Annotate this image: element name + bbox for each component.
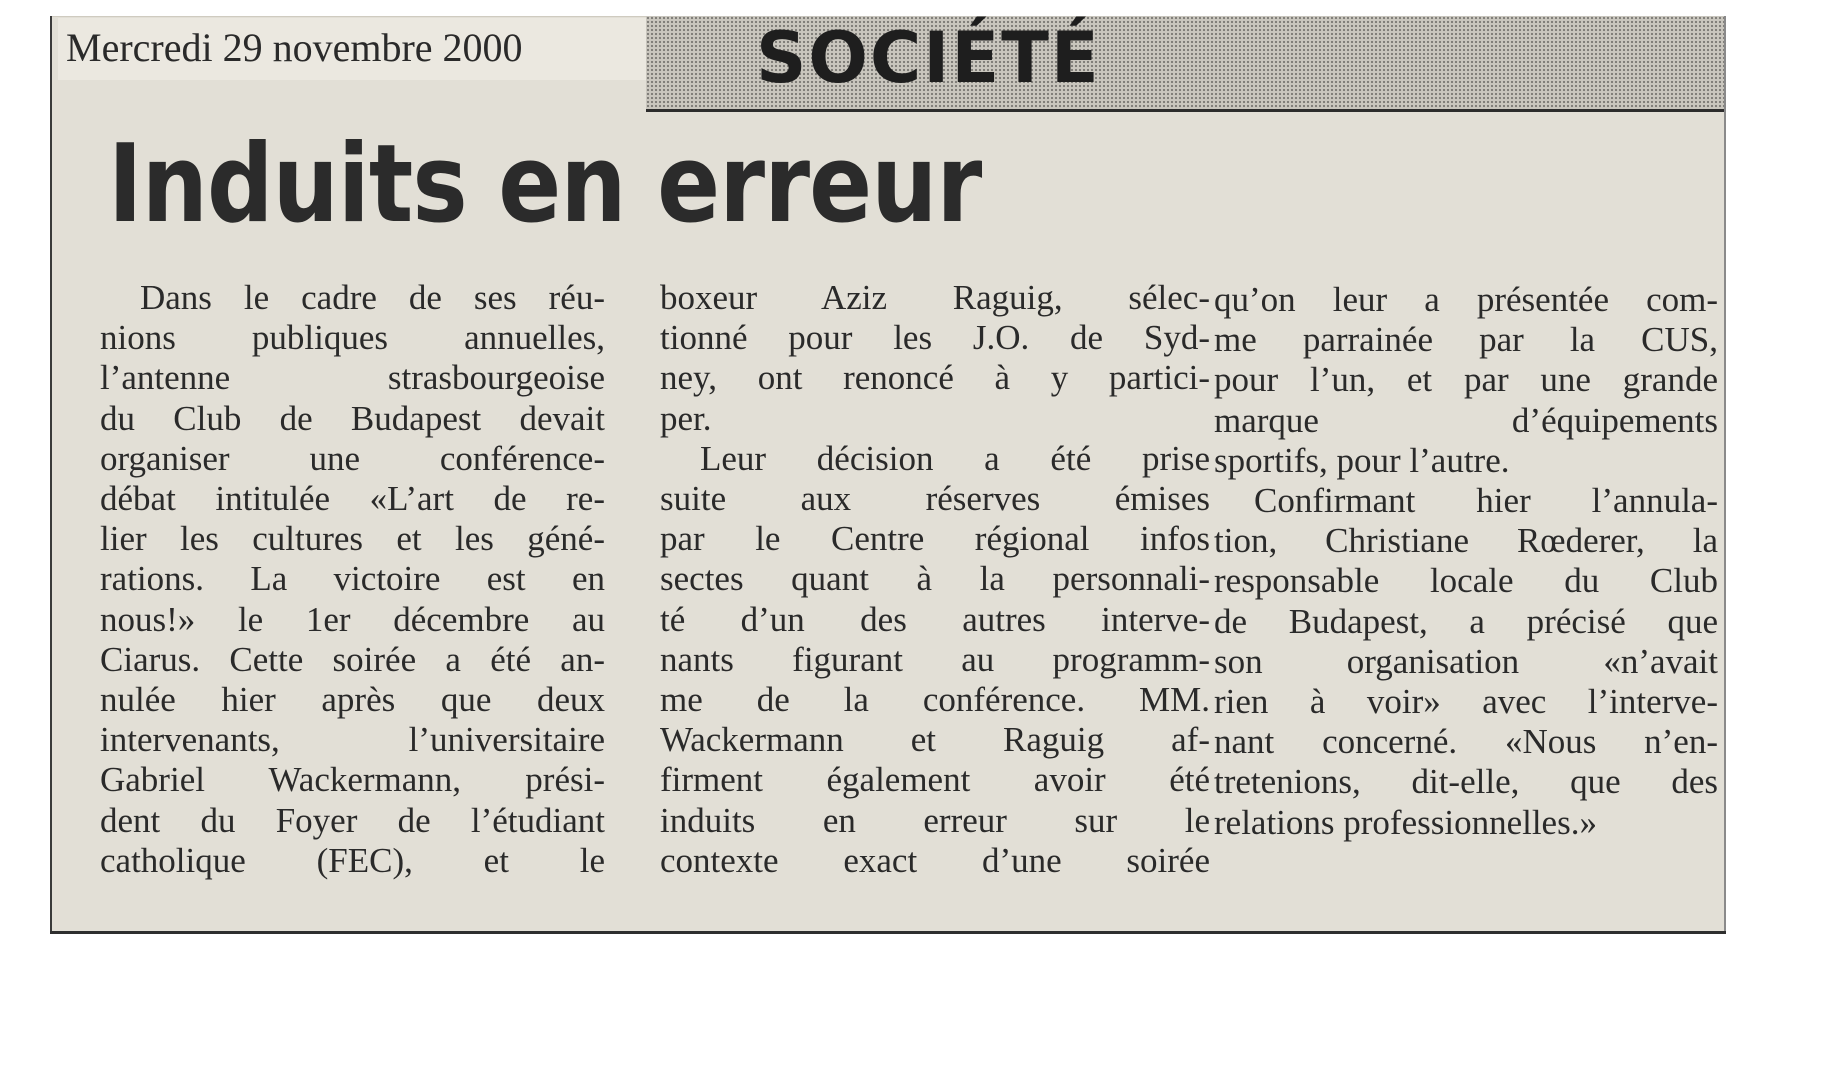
text-line: responsable locale du Club	[1214, 561, 1718, 601]
text-line: nants figurant au programm-	[660, 639, 1210, 679]
text-line: par le Centre régional infos	[660, 519, 1210, 559]
text-line: té d’un des autres interve-	[660, 599, 1210, 639]
text-line: nulée hier après que deux	[100, 680, 605, 720]
text-line: sportifs, pour l’autre.	[1214, 440, 1510, 480]
text-line: son organisation «n’avait	[1214, 641, 1718, 681]
section-title: SOCIÉTÉ	[756, 17, 1101, 99]
text-line: lier les cultures et les géné-	[100, 519, 605, 559]
text-line: firment également avoir été	[660, 760, 1210, 800]
text-line: ney, ont renoncé à y partici-	[660, 358, 1210, 398]
clipping-bottom-rule	[50, 931, 1726, 934]
text-line: per.	[660, 398, 712, 438]
clipping-left-edge	[50, 16, 52, 934]
clipping-right-edge	[1724, 16, 1726, 934]
text-line: dent du Foyer de l’étudiant	[100, 800, 605, 840]
text-line: relations professionnelles.»	[1214, 802, 1597, 842]
text-line: catholique (FEC), et le	[100, 840, 605, 880]
text-line: tretenions, dit-elle, que des	[1214, 762, 1718, 802]
text-line: tionné pour les J.O. de Syd-	[660, 318, 1210, 358]
text-line: induits en erreur sur le	[660, 800, 1210, 840]
text-line: nant concerné. «Nous n’en-	[1214, 722, 1718, 762]
text-line: nions publiques annuelles,	[100, 318, 605, 358]
text-line: boxeur Aziz Raguig, sélec-	[660, 278, 1210, 317]
text-line: Ciarus. Cette soirée a été an-	[100, 639, 605, 679]
text-line: tion, Christiane Rœderer, la	[1214, 521, 1718, 561]
text-line: Confirmant hier l’annula-	[1254, 481, 1718, 521]
text-line: sectes quant à la personnali-	[660, 559, 1210, 599]
text-line: rations. La victoire est en	[100, 559, 605, 599]
text-line: de Budapest, a précisé que	[1214, 601, 1718, 641]
text-line: Leur décision a été prise	[700, 438, 1210, 478]
article-column-3	[1214, 280, 1718, 843]
text-line: débat intitulée «L’art de re-	[100, 479, 605, 519]
text-line: me parrainée par la CUS,	[1214, 320, 1718, 360]
text-line: me de la conférence. MM.	[660, 680, 1210, 720]
dateline: Mercredi 29 novembre 2000	[58, 18, 646, 80]
text-line: Wackermann et Raguig af-	[660, 720, 1210, 760]
newspaper-clipping	[50, 16, 1726, 934]
text-line: l’antenne strasbourgeoise	[100, 358, 605, 398]
text-line: intervenants, l’universitaire	[100, 720, 605, 760]
text-line: rien à voir» avec l’interve-	[1214, 682, 1718, 722]
article-column-2	[660, 278, 1210, 881]
text-line: qu’on leur a présentée com-	[1214, 280, 1718, 319]
text-line: Dans le cadre de ses réu-	[140, 278, 605, 317]
article-column-1	[100, 278, 605, 881]
text-line: du Club de Budapest devait	[100, 398, 605, 438]
text-line: organiser une conférence-	[100, 438, 605, 478]
headline: Induits en erreur	[108, 122, 982, 247]
text-line: suite aux réserves émises	[660, 479, 1210, 519]
text-line: Gabriel Wackermann, prési-	[100, 760, 605, 800]
text-line: pour l’un, et par une grande	[1214, 360, 1718, 400]
text-line: contexte exact d’une soirée	[660, 840, 1210, 880]
section-banner	[646, 16, 1724, 112]
text-line: marque d’équipements	[1214, 400, 1718, 440]
text-line: nous!» le 1er décembre au	[100, 599, 605, 639]
